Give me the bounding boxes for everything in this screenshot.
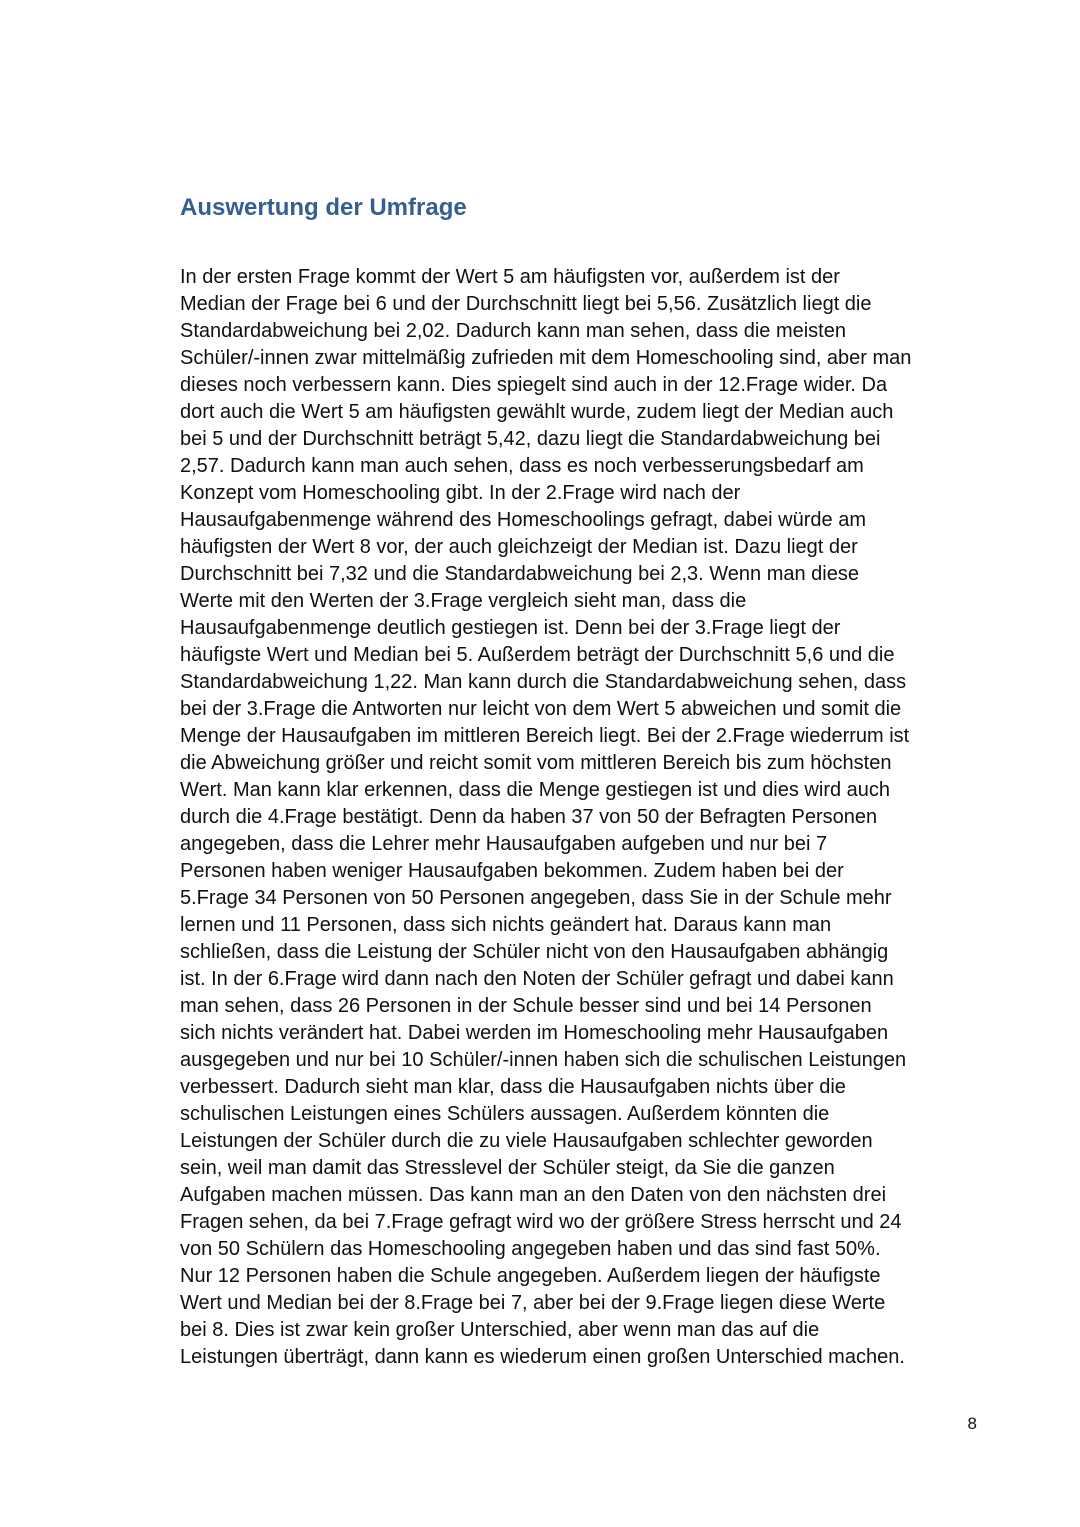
text-line: Leistungen der Schüler durch die zu viele Hausaufgaben schlechter geworden xyxy=(180,1130,873,1152)
text-line: Konzept vom Homeschooling gibt. In der 2.Frage wird nach der xyxy=(180,482,741,504)
text-line: Menge der Hausaufgaben im mittleren Bereich liegt. Bei der 2.Frage wiederrum ist xyxy=(180,725,910,747)
text-line: Median der Frage bei 6 und der Durchschnitt liegt bei 5,56. Zusätzlich liegt die xyxy=(180,293,872,315)
section-heading: Auswertung der Umfrage xyxy=(180,194,467,221)
text-line: 2,57. Dadurch kann man auch sehen, dass es noch verbesserungsbedarf am xyxy=(180,455,864,477)
text-line: lernen und 11 Personen, dass sich nichts geändert hat. Daraus kann man xyxy=(180,914,832,936)
text-line: Wert. Man kann klar erkennen, dass die Menge gestiegen ist und dies wird auch xyxy=(180,779,891,801)
text-line: bei der 3.Frage die Antworten nur leicht von dem Wert 5 abweichen und somit die xyxy=(180,698,902,720)
text-line: verbessert. Dadurch sieht man klar, dass die Hausaufgaben nichts über die xyxy=(180,1076,846,1098)
page-number: 8 xyxy=(967,1414,977,1433)
text-line: Hausaufgabenmenge während des Homeschoolings gefragt, dabei würde am xyxy=(180,509,866,531)
body-paragraph xyxy=(180,264,1000,1371)
text-line: von 50 Schülern das Homeschooling angegeben haben und das sind fast 50%. xyxy=(180,1238,881,1260)
text-line: durch die 4.Frage bestätigt. Denn da haben 37 von 50 der Befragten Personen xyxy=(180,806,878,828)
text-line: Wert und Median bei der 8.Frage bei 7, aber bei der 9.Frage liegen diese Werte xyxy=(180,1292,886,1314)
text-line: 5.Frage 34 Personen von 50 Personen angegeben, dass Sie in der Schule mehr xyxy=(180,887,892,909)
text-line: Standardabweichung 1,22. Man kann durch die Standardabweichung sehen, dass xyxy=(180,671,907,693)
text-line: Leistungen überträgt, dann kann es wiederum einen großen Unterschied machen. xyxy=(180,1346,905,1368)
text-line: Durchschnitt bei 7,32 und die Standardabweichung bei 2,3. Wenn man diese xyxy=(180,563,859,585)
text-line: Personen haben weniger Hausaufgaben bekommen. Zudem haben bei der xyxy=(180,860,844,882)
text-line: Werte mit den Werten der 3.Frage vergleich sieht man, dass die xyxy=(180,590,747,612)
text-line: bei 8. Dies ist zwar kein großer Unterschied, aber wenn man das auf die xyxy=(180,1319,820,1341)
text-line: häufigste Wert und Median bei 5. Außerdem beträgt der Durchschnitt 5,6 und die xyxy=(180,644,895,666)
text-line: die Abweichung größer und reicht somit vom mittleren Bereich bis zum höchsten xyxy=(180,752,892,774)
text-line: schließen, dass die Leistung der Schüler nicht von den Hausaufgaben abhängig xyxy=(180,941,889,963)
text-line: Fragen sehen, da bei 7.Frage gefragt wird wo der größere Stress herrscht und 24 xyxy=(180,1211,902,1233)
text-line: sein, weil man damit das Stresslevel der Schüler steigt, da Sie die ganzen xyxy=(180,1157,835,1179)
text-line: man sehen, dass 26 Personen in der Schule besser sind und bei 14 Personen xyxy=(180,995,872,1017)
text-line: Nur 12 Personen haben die Schule angegeben. Außerdem liegen der häufigste xyxy=(180,1265,881,1287)
text-line: In der ersten Frage kommt der Wert 5 am häufigsten vor, außerdem ist der xyxy=(180,266,840,288)
text-line: angegeben, dass die Lehrer mehr Hausaufgaben aufgeben und nur bei 7 xyxy=(180,833,828,855)
text-line: häufigsten der Wert 8 vor, der auch gleichzeigt der Median ist. Dazu liegt der xyxy=(180,536,858,558)
text-line: Standardabweichung bei 2,02. Dadurch kann man sehen, dass die meisten xyxy=(180,320,846,342)
text-line: Aufgaben machen müssen. Das kann man an den Daten von den nächsten drei xyxy=(180,1184,887,1206)
text-line: Hausaufgabenmenge deutlich gestiegen ist. Denn bei der 3.Frage liegt der xyxy=(180,617,841,639)
text-line: sich nichts verändert hat. Dabei werden im Homeschooling mehr Hausaufgaben xyxy=(180,1022,889,1044)
text-line: dort auch die Wert 5 am häufigsten gewählt wurde, zudem liegt der Median auch xyxy=(180,401,894,423)
text-line: schulischen Leistungen eines Schülers aussagen. Außerdem könnten die xyxy=(180,1103,830,1125)
text-line: ausgegeben und nur bei 10 Schüler/-innen haben sich die schulischen Leistungen xyxy=(180,1049,907,1071)
text-line: bei 5 und der Durchschnitt beträgt 5,42, dazu liegt die Standardabweichung bei xyxy=(180,428,881,450)
text-line: Schüler/-innen zwar mittelmäßig zufrieden mit dem Homeschooling sind, aber man xyxy=(180,347,912,369)
text-line: dieses noch verbessern kann. Dies spiegelt sind auch in der 12.Frage wider. Da xyxy=(180,374,888,396)
text-line: ist. In der 6.Frage wird dann nach den Noten der Schüler gefragt und dabei kann xyxy=(180,968,894,990)
